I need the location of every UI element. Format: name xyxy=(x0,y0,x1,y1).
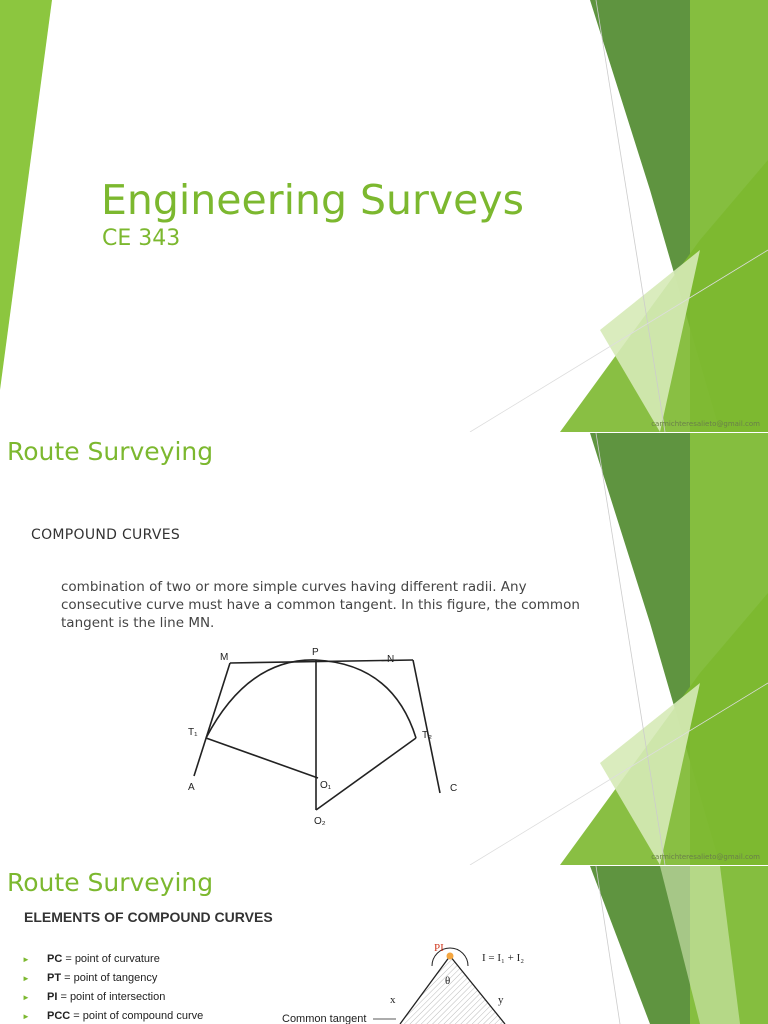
element-abbr: PC xyxy=(47,953,63,965)
slide-title-text: Route Surveying xyxy=(7,868,214,897)
label-t1: T₁ xyxy=(188,727,198,738)
hatched-triangle xyxy=(400,956,505,1024)
radius-line-t2 xyxy=(316,738,416,810)
label-x: x xyxy=(390,994,396,1006)
label-n: N xyxy=(387,654,395,665)
element-desc: = point of intersection xyxy=(57,991,166,1003)
section-heading: COMPOUND CURVES xyxy=(31,527,181,543)
pi-point-marker xyxy=(447,953,454,960)
label-c: C xyxy=(450,783,458,794)
compound-curve-diagram xyxy=(178,638,468,833)
section-heading: ELEMENTS OF COMPOUND CURVES xyxy=(24,909,273,925)
slide-elements-compound-curves xyxy=(0,866,768,1024)
label-o2: O₂ xyxy=(314,816,326,827)
element-desc: = point of curvature xyxy=(62,953,160,965)
email-footer: carmichteresalieto@gmail.com xyxy=(651,420,760,428)
label-theta: θ xyxy=(445,975,451,987)
label-t2: T₂ xyxy=(422,730,432,741)
bullet-arrow-icon: ► xyxy=(22,974,30,983)
slide-subtitle: CE 343 xyxy=(102,226,181,251)
label-common-tangent: Common tangent xyxy=(282,1013,367,1024)
compound-curve-elements-diagram xyxy=(270,926,570,1024)
element-abbr: PI xyxy=(47,991,58,1003)
bullet-arrow-icon: ► xyxy=(22,955,30,964)
label-m: M xyxy=(220,652,229,663)
slide-title xyxy=(0,0,768,432)
radius-line-t1 xyxy=(206,738,318,778)
slide-compound-curves xyxy=(0,433,768,865)
list-item xyxy=(22,969,203,988)
list-item xyxy=(22,1007,203,1024)
left-green-wedge xyxy=(0,0,52,390)
tangent-line-am xyxy=(194,663,230,776)
label-formula: I = I₁ + I₂ xyxy=(482,952,525,964)
bullet-arrow-icon: ► xyxy=(22,993,30,1002)
slide-title-text: Route Surveying xyxy=(7,437,214,466)
tangent-line-nc xyxy=(413,660,440,793)
email-footer: carmichteresalieto@gmail.com xyxy=(651,853,760,861)
element-abbr: PCC xyxy=(47,1010,71,1022)
list-item xyxy=(22,988,203,1007)
label-a: A xyxy=(188,782,195,793)
label-p: P xyxy=(312,647,319,658)
compound-curve-arc xyxy=(206,660,416,738)
list-item xyxy=(22,950,203,969)
definition-paragraph: combination of two or more simple curves having different radii. Any consecutive curve must have a common tangent. In this figure, the common tangent is the line MN. xyxy=(61,579,580,631)
label-o1: O₁ xyxy=(320,780,332,791)
label-y: y xyxy=(498,994,504,1006)
element-desc: = point of compound curve xyxy=(70,1010,204,1022)
elements-list xyxy=(22,950,203,1024)
element-abbr: PT xyxy=(47,972,62,984)
element-desc: = point of tangency xyxy=(61,972,158,984)
bullet-arrow-icon: ► xyxy=(22,1012,30,1021)
slide-title-text: Engineering Surveys xyxy=(101,176,525,224)
label-pi: PI xyxy=(434,942,444,954)
